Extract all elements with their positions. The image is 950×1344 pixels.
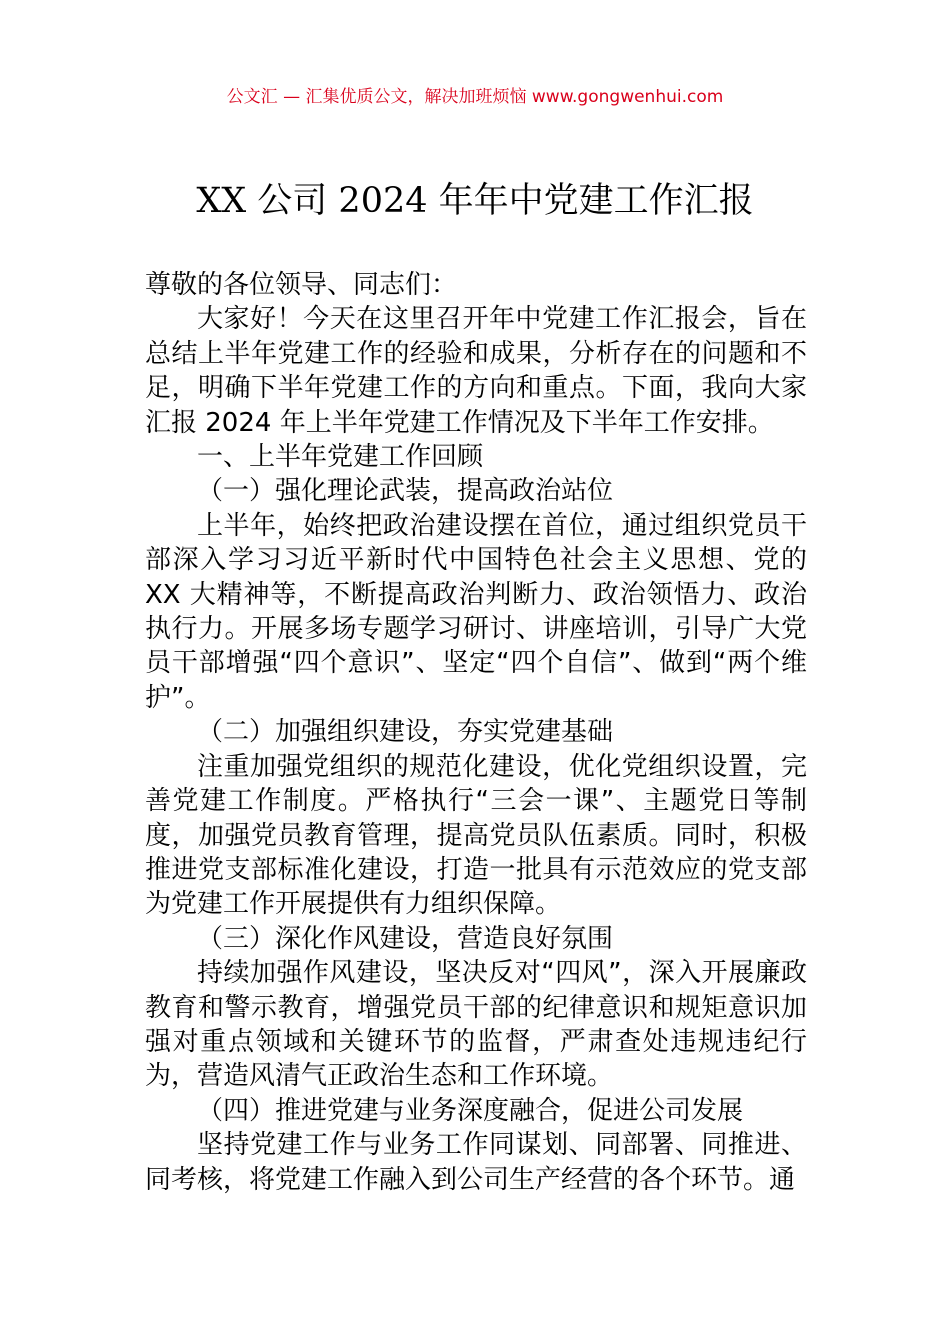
salutation: 尊敬的各位领导、同志们： (145, 270, 458, 300)
paragraph-style: 持续加强作风建设，坚决反对“四风”，深入开展廉政教育和警示教育，增强党员干部的纪律意识和规矩意识加强对重点领域和关键环节的监督，严肃查处违规违纪行为，营造风清气正政治生态和工作环境。 (145, 958, 807, 1092)
document-title: XX 公司 2024 年年中党建工作汇报 (196, 181, 754, 221)
subsection-heading-theory: （一）强化理论武装，提高政治站位 (197, 476, 614, 507)
subsection-heading-organization: （二）加强组织建设，夯实党建基础 (197, 717, 614, 748)
paragraph-intro: 大家好！今天在这里召开年中党建工作汇报会，旨在总结上半年党建工作的经验和成果，分析存在的问题和不足，明确下半年党建工作的方向和重点。下面，我向大家汇报 2024 年上半年党建工作情况及下半年工作安排。 (145, 304, 807, 438)
header-banner: 公文汇 — 汇集优质公文，解决加班烦恼 www.gongwenhui.com (226, 87, 724, 107)
paragraph-integration: 坚持党建工作与业务工作同谋划、同部署、同推进、同考核，将党建工作融入到公司生产经营的各个环节。通 (145, 1130, 807, 1195)
paragraph-organization: 注重加强党组织的规范化建设，优化党组织设置，完善党建工作制度。严格执行“三会一课”、主题党日等制度，加强党员教育管理，提高党员队伍素质。同时，积极推进党支部标准化建设，打造一批具有示范效应的党支部为党建工作开展提供有力组织保障。 (145, 751, 807, 920)
paragraph-theory: 上半年，始终把政治建设摆在首位，通过组织党员干部深入学习习近平新时代中国特色社会主义思想、党的 XX 大精神等，不断提高政治判断力、政治领悟力、政治执行力。开展多场专题学习研讨、讲座培训，引导广大党员干部增强“四个意识”、坚定“四个自信”、做到“两个维护”。 (145, 510, 807, 713)
subsection-heading-style: （三）深化作风建设，营造良好氛围 (197, 923, 614, 954)
section-heading-review: 一、上半年党建工作回顾 (197, 442, 484, 473)
document-body (145, 268, 807, 1197)
subsection-heading-integration: （四）推进党建与业务深度融合，促进公司发展 (197, 1095, 744, 1126)
